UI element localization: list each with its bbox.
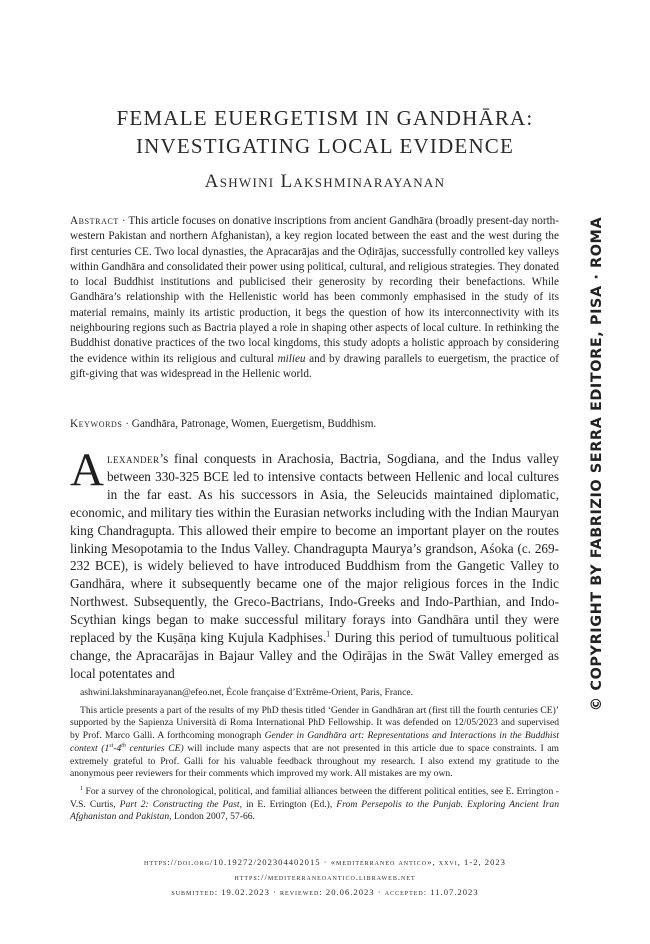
keywords-label: Keywords bbox=[70, 418, 123, 430]
footnote-1: $^1$ For a survey of the chronological, political, and familial alliances between the different political entities, see E. Errington - V.S. Curtis, Part 2: Constructing the Past, in E. Errington (Ed.), From Persepolis to the Punjab. Exploring Ancient Iran Afghanistan and Pakistan, London 2007, 57-66. bbox=[70, 785, 559, 823]
footnote-ref-1[interactable]: 1 bbox=[326, 629, 331, 639]
keywords bbox=[70, 417, 559, 432]
body-text-1: ’s final conquests in Arachosia, Bactria, Sogdiana, and the Indus valley between 330-325 BCE led to intensive contacts between Hellenic and local cultures in the far east. As his successors in Asia, the Seleucids maintained diplomatic, economic, and military ties within the Eurasian networks including with the Indian Mauryan king Chandragupta. This allowed their empire to become an important player on the routes linking Mesopotamia to the Indus Valley. Chandragupta Maurya’s grandson, Aśoka (c. 269-232 BCE), is widely believed to have introduced Buddhism from the Gangetic Valley to Gandhāra, where it subsequently became one of the major religious forces in the Indic Northwest. Subsequently, the Greco-Bactrians, Indo-Greeks and Indo-Parthian, and Indo-Scythian kings began to make successful military forays into Gandhāra until they were replaced by the Kuṣāṇa king Kujula Kadphises. bbox=[70, 451, 559, 646]
footnotes bbox=[70, 687, 559, 829]
abstract-separator: · bbox=[118, 215, 129, 227]
article-title bbox=[70, 104, 580, 160]
title-line-2: INVESTIGATING LOCAL EVIDENCE bbox=[135, 134, 515, 158]
footer-doi[interactable]: https://doi.org/10.19272/202304402015 · «mediterraneo antico», xxvi, 1-2, 2023 bbox=[144, 857, 506, 867]
footer-dates: submitted: 19.02.2023 · reviewed: 20.06.2023 · accepted: 11.07.2023 bbox=[171, 887, 479, 897]
footnote-1-marker: 1 bbox=[80, 785, 83, 792]
body-lead-word: lexander bbox=[106, 451, 160, 466]
thesis-note-italic: Gender in Gandhāra art: Representations and Interactions in the Buddhist context (1st-4th centuries CE) bbox=[70, 730, 559, 754]
body-text-2: During this period of tumultuous political change, the Apracarājas in Bajaur Valley and the Oḍirājas in the Swāt Valley emerged as local potentates and bbox=[70, 630, 560, 681]
copyright-sidebar bbox=[585, 216, 609, 712]
abstract-text-2: and by drawing parallels to euergetism, the practice of gift-giving that was widespread in the Hellenic world. bbox=[70, 352, 559, 380]
thesis-note bbox=[70, 705, 559, 781]
keywords-list: Gandhāra, Patronage, Women, Euergetism, Buddhism. bbox=[131, 418, 377, 430]
thesis-note-text-2: will include many aspects that are not presented in this article due to space constraints. I am extremely grateful to Prof. Galli for his valuable feedback throughout my research. I also extend my gratitude to the anonymous peer reviewers for their comments which improved my work. All mistakes are my own. bbox=[70, 742, 560, 780]
abstract-text-1: This article focuses on donative inscriptions from ancient Gandhāra (broadly present-day north-western Pakistan and northern Afghanistan), a key region located between the east and the west during the first centuries CE. Two local dynasties, the Apracarājas and the Oḍirājas, successfully controlled key valleys within Gandhāra and consolidated their power using political, cultural, and religious strategies. They donated to local Buddhist institutions and publicised their generosity by recording their benefactions. While Gandhāra’s relationship with the Hellenistic world has been commonly emphasised in the study of its material remains, mainly its artistic production, it begs the question of how its interconnectivity with its neighbouring regions such as Bactria played a role in shaping other aspects of local culture. In rethinking the Buddhist donative practices of the two local kingdoms, this study adopts a holistic approach by considering the evidence within its religious and cultural bbox=[70, 215, 559, 365]
affiliation-note: ashwini.lakshminarayanan@efeo.net, École française d’Extrême-Orient, Paris, France. bbox=[80, 687, 414, 698]
drop-cap: A bbox=[70, 444, 104, 496]
abstract-label: Abstract bbox=[70, 215, 119, 227]
author-name: Ashwini Lakshminarayanan bbox=[204, 171, 446, 192]
copyright-notice: © COPYRIGHT BY FABRIZIO SERRA EDITORE, PISA · ROMA bbox=[589, 216, 605, 712]
title-line-1: FEMALE EUERGETISM IN GANDHĀRA: bbox=[116, 106, 534, 130]
body-paragraph bbox=[70, 444, 560, 683]
abstract bbox=[70, 214, 559, 382]
abstract-italic: milieu bbox=[277, 352, 306, 365]
footer-website[interactable]: https://mediterraneoantico.libraweb.net bbox=[234, 872, 416, 882]
page-footer bbox=[70, 855, 580, 900]
keywords-separator: · bbox=[122, 418, 132, 430]
thesis-note-text-1: This article presents a part of the results of my PhD thesis titled ‘Gender in Gandhāran art (first till the fourth centuries CE)’ supported by the Sapienza Università di Roma International PhD Fellowship. It was defended on 12/05/2023 and supervised by Prof. Marco Galli. A forthcoming monograph bbox=[70, 704, 559, 742]
